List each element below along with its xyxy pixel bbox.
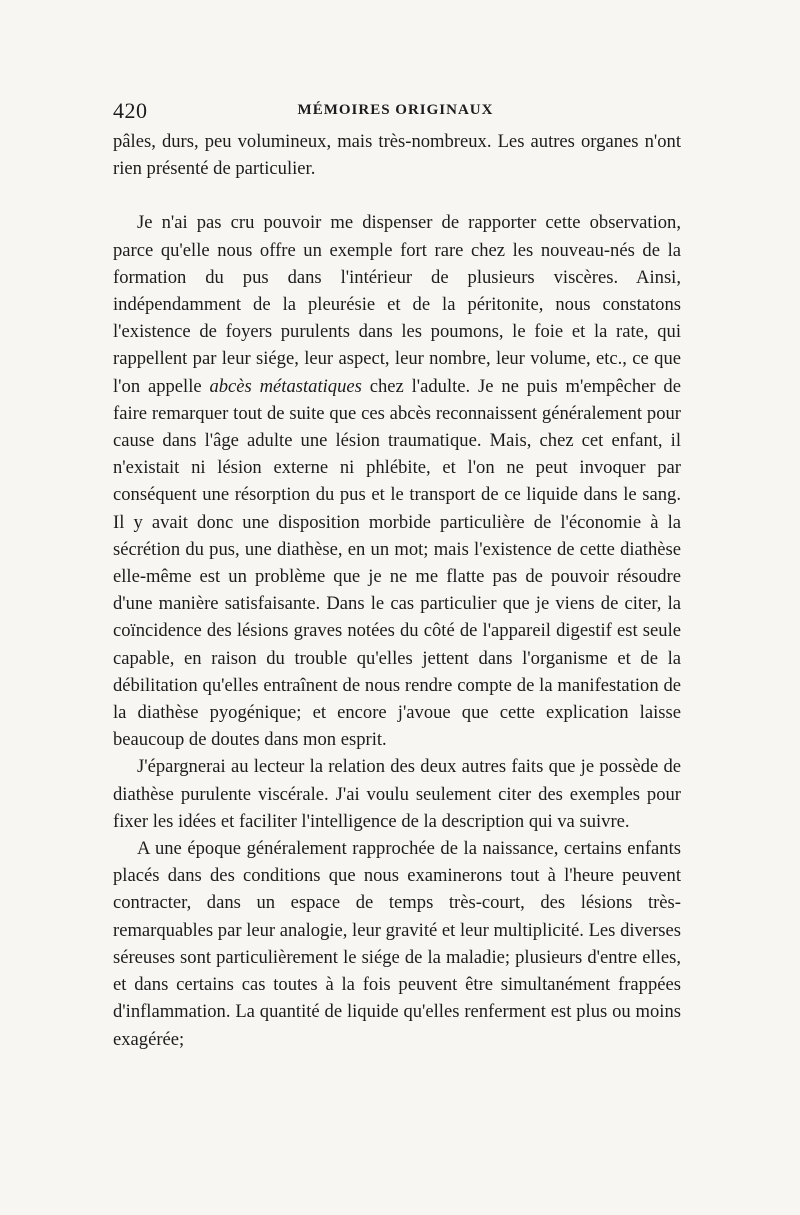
paragraph-observation-after: chez l'adulte. Je ne puis m'empêcher de faire remarquer tout de suite que ces abcès reconnaissent généralement pour cause dans l'âge adulte une lésion traumatique. Mais, chez cet enfant, il n'existait ni lésion externe ni phlébite, et l'on ne peut invoquer par conséquent une résorption du pus et le transport de ce liquide dans le sang. Il y avait donc une disposition morbide particulière de l'économie à la sécrétion du pus, une diathèse, en un mot; mais l'existence de cette diathèse elle-même est un problème que je ne me flatte pas de pouvoir résoudre d'une manière satisfaisante. Dans le cas particulier que je viens de citer, la coïncidence des lésions graves notées du côté de l'appareil digestif est seule capable, en raison du trouble qu'elles jettent dans l'organisme et de la débilitation qu'elles entraînent de nous rendre compte de la manifestation de la diathèse pyogénique; et encore j'avoue que cette explication laisse beaucoup de doutes dans mon esprit.	[113, 375, 681, 751]
running-title: MÉMOIRES ORIGINAUX	[297, 102, 494, 118]
italic-term: abcès métastatiques	[209, 375, 362, 397]
paragraph-observation	[113, 209, 681, 753]
page-number: 420	[113, 98, 148, 123]
body-text	[113, 128, 681, 1053]
paragraph-epoque: A une époque généralement rapprochée de la naissance, certains enfants placés dans des conditions que nous examinerons tout à l'heure peuvent contracter, dans un espace de temps très-court, des lésions très-remarquables par leur analogie, leur gravité et leur multiplicité. Les diverses séreuses sont particulièrement le siége de la maladie; plusieurs d'entre elles, et dans certains cas toutes à la fois peuvent être simultanément frappées d'inflammation. La quantité de liquide qu'elles renferment est plus ou moins exagérée;	[113, 838, 681, 1050]
paragraph-observation-before: Je n'ai pas cru pouvoir me dispenser de rapporter cette observation, parce qu'elle nous offre un exemple fort rare chez les nouveau-nés de la formation du pus dans l'intérieur de plusieurs viscères. Ainsi, indépendamment de la pleurésie et de la péritonite, nous constatons l'existence de foyers purulents dans les poumons, le foie et la rate, qui rappellent par leur siége, leur aspect, leur nombre, leur volume, etc., ce que l'on appelle	[113, 212, 681, 397]
page-header	[113, 98, 678, 126]
paragraph-epargnerai: J'épargnerai au lecteur la relation des deux autres faits que je possède de diathèse purulente viscérale. J'ai voulu seulement citer des exemples pour fixer les idées et faciliter l'intelligence de la description qui va suivre.	[113, 756, 681, 832]
paragraph-continuation: pâles, durs, peu volumineux, mais très-nombreux. Les autres organes n'ont rien présenté de particulier.	[113, 131, 681, 180]
